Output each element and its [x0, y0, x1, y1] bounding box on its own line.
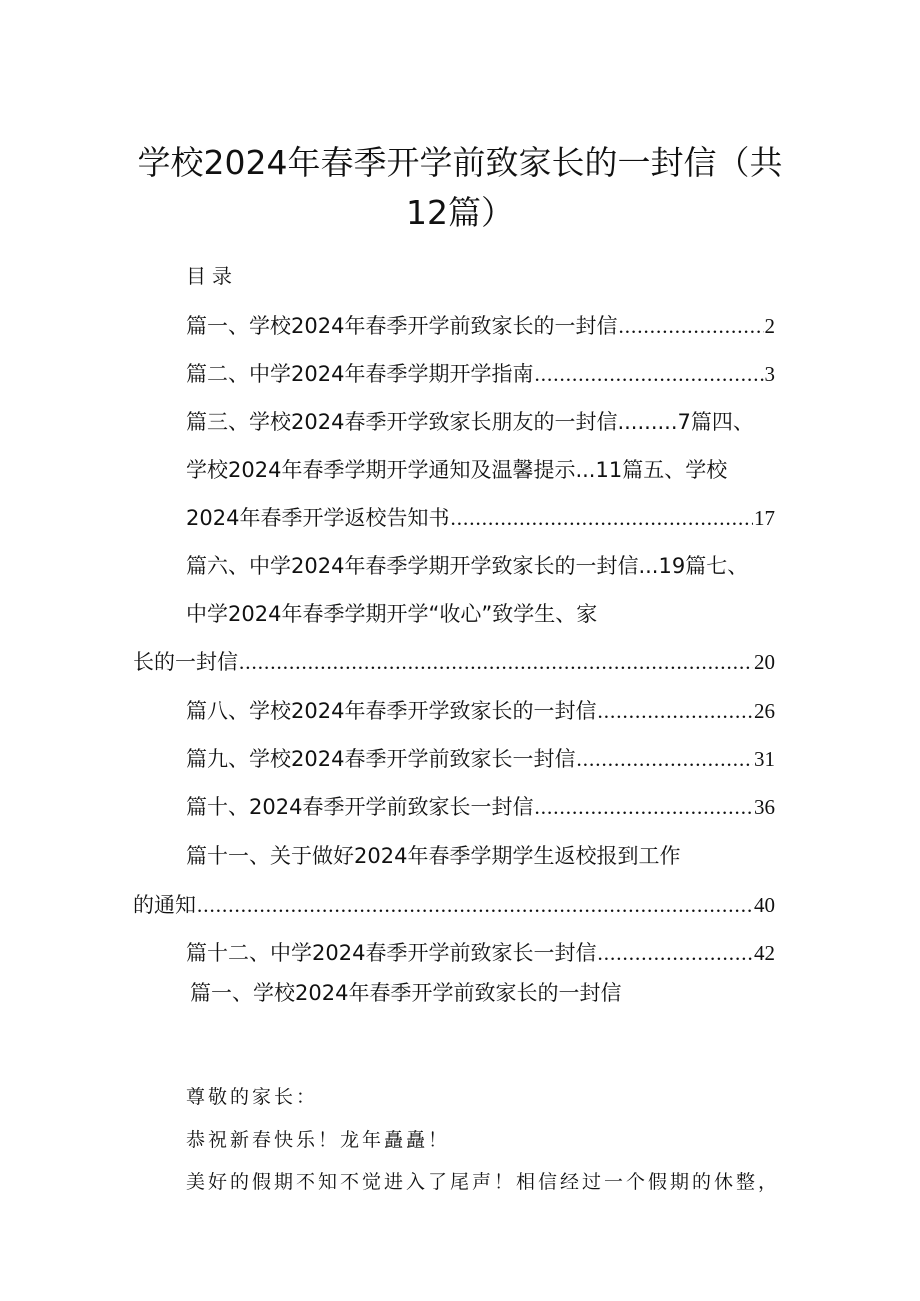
toc-heading: 目录	[186, 264, 238, 288]
toc-page-number: 36	[754, 795, 775, 819]
body-paragraph: 恭祝新春快乐！龙年矗矗！	[186, 1129, 451, 1151]
toc-entry	[186, 792, 775, 822]
toc-entry-text: 篇十二、中学2024春季开学前致家长一封信	[186, 941, 597, 965]
toc-entry-text: 篇九、学校2024春季开学前致家长一封信	[186, 747, 576, 771]
toc-entry-text: 的通知	[133, 893, 196, 917]
toc-entry	[133, 890, 775, 920]
toc-entry	[186, 311, 775, 341]
toc-leader-dots	[576, 744, 753, 774]
toc-leader-dots	[239, 647, 753, 677]
toc-entry-run-on: 篇三、学校2024春季开学致家长朋友的一封信.........7篇四、	[186, 410, 754, 434]
toc-page-number: 20	[754, 650, 775, 674]
toc-leader-dots	[597, 938, 753, 968]
toc-entry	[133, 647, 775, 677]
toc-entry-text: 篇八、学校2024年春季开学致家长的一封信	[186, 699, 597, 723]
body-paragraph: 尊敬的家长：	[186, 1086, 319, 1108]
toc-entry-run-on: 中学2024年春季学期开学“收心”致学生、家	[186, 602, 598, 626]
toc-entry-text: 篇一、学校2024年春季开学前致家长的一封信	[186, 314, 618, 338]
toc-leader-dots	[534, 359, 763, 389]
toc-leader-dots	[534, 792, 753, 822]
toc-page-number: 42	[754, 941, 775, 965]
toc-entry-run-on: 篇十一、关于做好2024年春季学期学生返校报到工作	[186, 844, 681, 868]
toc-entry-run-on: 学校2024年春季学期开学通知及温馨提示...11篇五、学校	[186, 458, 728, 482]
toc-entry	[186, 359, 775, 389]
toc-entry	[186, 503, 775, 533]
toc-entry	[186, 744, 775, 774]
toc-page-number: 3	[764, 362, 775, 386]
toc-entry	[186, 938, 775, 968]
toc-leader-dots	[197, 890, 753, 920]
toc-page-number: 17	[754, 506, 775, 530]
toc-entry-run-on: 篇六、中学2024年春季学期开学致家长的一封信...19篇七、	[186, 554, 749, 578]
toc-entry-text: 长的一封信	[133, 650, 238, 674]
toc-entry	[186, 696, 775, 726]
toc-entry-text: 2024年春季开学返校告知书	[186, 506, 450, 530]
toc-entry-text: 篇十、2024春季开学前致家长一封信	[186, 795, 534, 819]
body-paragraph: 美好的假期不知不觉进入了尾声！相信经过一个假期的休整，	[186, 1171, 781, 1193]
toc-page-number: 2	[764, 314, 775, 338]
toc-leader-dots	[618, 311, 763, 341]
toc-leader-dots	[450, 503, 753, 533]
toc-page-number: 40	[754, 893, 775, 917]
toc-entry-text: 篇二、中学2024年春季学期开学指南	[186, 362, 534, 386]
toc-page-number: 31	[754, 747, 775, 771]
toc-leader-dots	[597, 696, 753, 726]
document-title: 学校2024年春季开学前致家长的一封信（共12篇）	[137, 143, 783, 232]
section-title: 篇一、学校2024年春季开学前致家长的一封信	[190, 981, 622, 1005]
toc-page-number: 26	[754, 699, 775, 723]
